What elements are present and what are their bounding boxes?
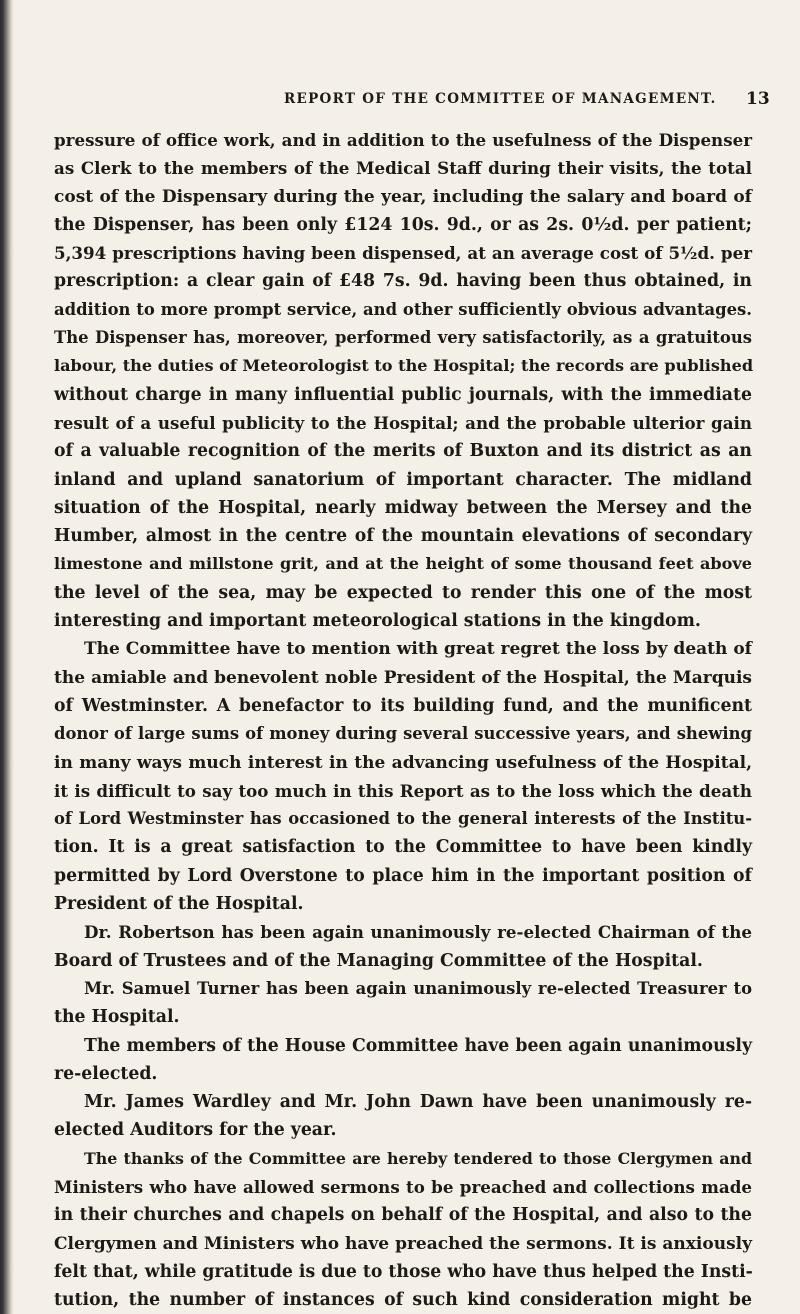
text-line: in many ways much interest in the advancing usefulness of the Hospital,: [54, 752, 752, 773]
text-line: 5,394 prescriptions having been dispensed, at an average cost of 5½d. per: [54, 243, 752, 264]
text-line: Clergymen and Ministers who have preached the sermons. It is anxiously: [54, 1233, 752, 1254]
text-line: result of a useful publicity to the Hospital; and the probable ulterior gain: [54, 412, 752, 433]
book-binding-shadow: [0, 0, 14, 1314]
text-line: of a valuable recognition of the merits of Buxton and its district as an: [54, 441, 752, 462]
body-text: [54, 126, 752, 1314]
text-line: pressure of office work, and in addition to the usefulness of the Dispenser: [54, 130, 752, 150]
text-line: of Lord Westminster has occasioned to the general interests of the Institu-: [54, 809, 752, 829]
text-line: President of the Hospital.: [54, 894, 304, 915]
text-line: labour, the duties of Meteorologist to the Hospital; the records are published: [54, 356, 754, 376]
text-line: in their churches and chapels on behalf of the Hospital, and also to the: [54, 1205, 752, 1226]
text-line: inland and upland sanatorium of important character. The midland: [54, 469, 752, 490]
text-line: The Dispenser has, moreover, performed very satisfactorily, as a gratuitous: [54, 328, 752, 348]
text-line: it is difficult to say too much in this Report as to the loss which the death: [54, 780, 752, 801]
page-number: 13: [746, 89, 770, 109]
text-line: interesting and important meteorological stations in the kingdom.: [54, 611, 701, 632]
text-line: tution, the number of instances of such kind consideration might be: [54, 1290, 752, 1311]
text-line: Humber, almost in the centre of the mountain elevations of secondary: [54, 526, 752, 547]
text-line: felt that, while gratitude is due to those who have thus helped the Insti-: [54, 1261, 753, 1282]
text-line: as Clerk to the members of the Medical Staff during their visits, the total: [54, 158, 752, 179]
text-line: Dr. Robertson has been again unanimously re-elected Chairman of the: [84, 922, 752, 943]
text-line: Ministers who have allowed sermons to be preached and collections made: [54, 1176, 752, 1197]
text-line: The members of the House Committee have been again unanimously: [84, 1035, 752, 1056]
text-line: The Committee have to mention with great regret the loss by death of: [84, 639, 752, 660]
text-line: re-elected.: [54, 1063, 158, 1084]
text-line: tion. It is a great satisfaction to the Committee to have been kindly: [54, 837, 752, 858]
text-line: the level of the sea, may be expected to render this one of the most: [54, 582, 752, 603]
text-line: of Westminster. A benefactor to its building fund, and the munificent: [54, 695, 752, 716]
text-line: addition to more prompt service, and other sufficiently obvious advantages.: [54, 299, 752, 319]
text-line: elected Auditors for the year.: [54, 1120, 337, 1141]
text-line: donor of large sums of money during several successive years, and shewing: [54, 724, 752, 744]
text-line: permitted by Lord Overstone to place him in the important position of: [54, 865, 752, 886]
text-line: limestone and millstone grit, and at the height of some thousand feet above: [54, 554, 752, 574]
text-line: the Hospital.: [54, 1007, 180, 1028]
text-line: Mr. James Wardley and Mr. John Dawn have been unanimously re-: [84, 1092, 752, 1113]
text-line: the Dispenser, has been only £124 10s. 9d., or as 2s. 0½d. per patient;: [54, 214, 752, 235]
text-line: Board of Trustees and of the Managing Committee of the Hospital.: [54, 950, 703, 971]
text-line: without charge in many influential public journals, with the immediate: [54, 384, 752, 405]
text-line: the amiable and benevolent noble President of the Hospital, the Marquis: [54, 667, 752, 688]
text-line: situation of the Hospital, nearly midway between the Mersey and the: [54, 497, 752, 518]
text-line: prescription: a clear gain of £48 7s. 9d. having been thus obtained, in: [54, 271, 752, 292]
text-line: The thanks of the Committee are hereby tendered to those Clergymen and: [84, 1148, 752, 1168]
running-header-title: REPORT OF THE COMMITTEE OF MANAGEMENT.: [284, 91, 717, 107]
text-line: Mr. Samuel Turner has been again unanimously re-elected Treasurer to: [84, 978, 752, 998]
text-line: cost of the Dispensary during the year, including the salary and board of: [54, 186, 752, 207]
running-header: [0, 89, 800, 113]
